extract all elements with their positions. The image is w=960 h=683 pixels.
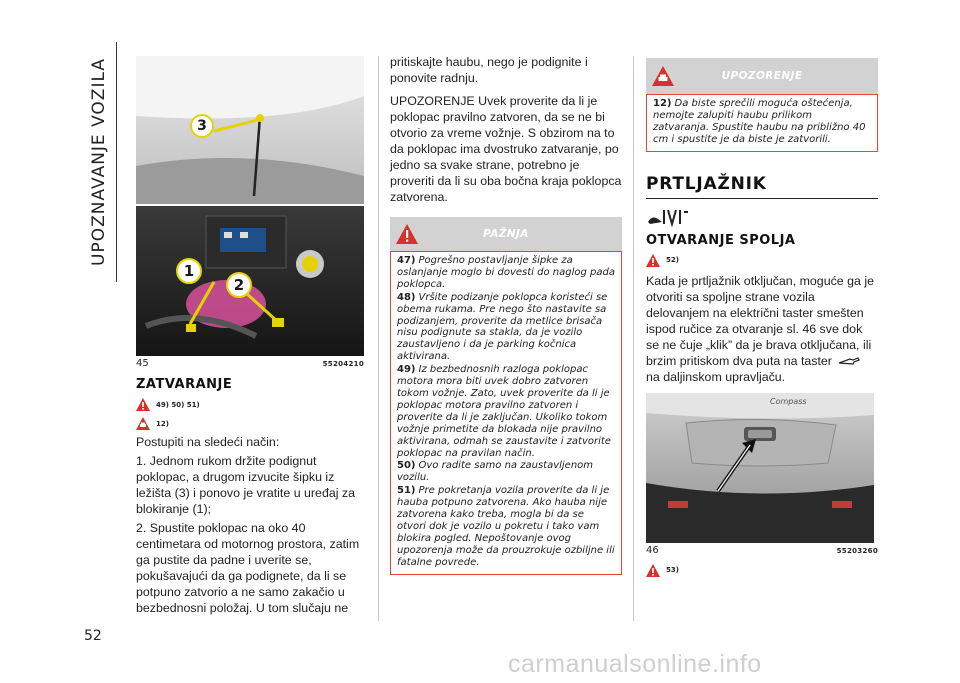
warning-refs: 53) bbox=[646, 564, 878, 577]
note-item: 12) Da biste sprečili moguća oštećenja, nemojte zalupiti haubu prilikom zatvaranja. Spustite haubu na približno 40 cm i spustite je da biste je zatvorili. bbox=[653, 98, 866, 145]
page-number: 52 bbox=[84, 628, 102, 644]
open-outside-heading: OTVARANJE SPOLJA bbox=[646, 232, 796, 248]
paragraph: UPOZORENJE Uvek proverite da li je poklopac pravilno zatvoren, da se ne bi otvorio za vreme vožnje. S obzirom na to da poklopac ima dvostruko zatvaranje, po jedno sa svake strane, potrebno je proveriti da li su oba bočna kraja poklopca zatvorena. bbox=[390, 94, 622, 204]
paragraph: 2. Spustite poklopac na oko 40 centimetara od motornog prostora, zatim ga pustite da padne i uverite se, pokušavajući da ga podignete, da li se potpuno zatvorio a ne samo zakačio u bezbednosni položaj. U tom slučaju ne bbox=[136, 521, 360, 615]
figure-number: 45 bbox=[136, 358, 149, 369]
note-item: 47) Pogrešno postavljanje šipke za oslanjanje moglo bi dovesti do naglog pada poklopca. bbox=[397, 255, 615, 290]
car-badge: Compass bbox=[770, 396, 807, 406]
warning-triangle-icon bbox=[136, 398, 150, 411]
column-divider bbox=[378, 56, 379, 621]
column-3 bbox=[646, 58, 878, 577]
warning-triangle-icon bbox=[646, 564, 660, 577]
note-item: 51) Pre pokretanja vozila proverite da li je hauba potpuno zatvorena. Ako hauba nije zatvorena kako treba, mogla bi da se otvori dok je vozilo u pokretu i tako vam blokira pogled. Nepoštovanje ovog upozorenja može da prouzrokuje ozbiljne ili fatalne povrede. bbox=[397, 485, 615, 568]
figure-code: 55203260 bbox=[836, 546, 878, 555]
attention-box-body bbox=[390, 251, 622, 575]
callout-3: 3 bbox=[190, 114, 214, 138]
warning-refs: 52) bbox=[646, 254, 878, 267]
caution-box-body bbox=[646, 94, 878, 152]
caution-car-icon bbox=[652, 66, 674, 86]
attention-box bbox=[390, 217, 622, 575]
figure-45-caption bbox=[136, 358, 364, 369]
figure-46-image bbox=[646, 393, 874, 543]
warning-triangle-icon bbox=[646, 254, 660, 267]
remote-key-icon bbox=[838, 357, 860, 366]
paragraph: pritiskajte haubu, nego je podignite i ponovite radnju. bbox=[390, 55, 588, 85]
note-item: 50) Ovo radite samo na zaustavljenom vozilu. bbox=[397, 460, 594, 484]
attention-box-title: PAŽNJA bbox=[483, 228, 529, 240]
column-1 bbox=[136, 56, 364, 616]
tailgate-photo bbox=[646, 393, 874, 543]
side-divider bbox=[116, 42, 117, 282]
paragraph: Postupiti na sledeći način: bbox=[136, 435, 280, 449]
callout-1: 1 bbox=[176, 258, 202, 284]
paragraph: 1. Jednom rukom držite podignut poklopac, a drugom izvucite šipku iz ležišta (3) i ponovo je vratite u uređaj za blokiranje (1); bbox=[136, 454, 356, 516]
figure-number: 46 bbox=[646, 544, 659, 556]
column-2 bbox=[390, 54, 622, 575]
figure-code: 55204210 bbox=[322, 360, 364, 368]
note-item: 49) Iz bezbednosnih razloga poklopac motora mora biti uvek dobro zatvoren tokom vožnje. Zato, uvek proverite da li je poklopac motora pravilno zatvoren i proverite da li je zaključan. Ukoliko tokom vožnje primetite da blokada nije pravilno aktivirana, odmah se zaustavite i zatvorite poklopac na pravilan način. bbox=[397, 364, 611, 459]
caution-car-icon bbox=[136, 417, 150, 430]
trunk-heading: PRTLJAŽNIK bbox=[646, 173, 767, 194]
side-section-title: UPOZNAVANJE VOZILA bbox=[89, 58, 110, 266]
trunk-heading-rule bbox=[646, 198, 878, 199]
closing-heading: ZATVARANJE bbox=[136, 377, 233, 392]
engine-bay-photo bbox=[136, 56, 364, 356]
tailgate-symbol-icon bbox=[646, 207, 690, 227]
caution-refs: 12) bbox=[136, 417, 364, 430]
watermark: carmanualsonline.info bbox=[508, 650, 762, 678]
callout-2: 2 bbox=[226, 272, 252, 298]
caution-box bbox=[646, 58, 878, 152]
attention-box-header bbox=[390, 217, 622, 251]
caution-box-header bbox=[646, 58, 878, 94]
figure-45-image bbox=[136, 56, 364, 356]
paragraph: Kada je prtljažnik otključan, moguće ga je otvoriti sa spoljne strane vozila delovanjem na električni taster smešten ispod ručice za otvaranje sl. 46 sve dok se ne čuje „klik” da je brava otključana, ili brzim pritiskom dva puta na taster na daljinskom upravljaču. bbox=[646, 273, 874, 384]
caution-box-title: UPOZORENJE bbox=[721, 70, 803, 82]
warning-triangle-icon bbox=[396, 224, 418, 244]
note-item: 48) Vršite podizanje poklopca koristeći se obema rukama. Pre nego što nastavite sa podizanjem, proverite da metlice brisača nisu podignute sa stakla, da je vozilo zaustavljeno i da je parking kočnica aktivirana. bbox=[397, 291, 608, 363]
figure-46-caption bbox=[646, 545, 878, 556]
column-divider bbox=[633, 56, 634, 621]
warning-refs: 49) 50) 51) bbox=[136, 398, 364, 411]
